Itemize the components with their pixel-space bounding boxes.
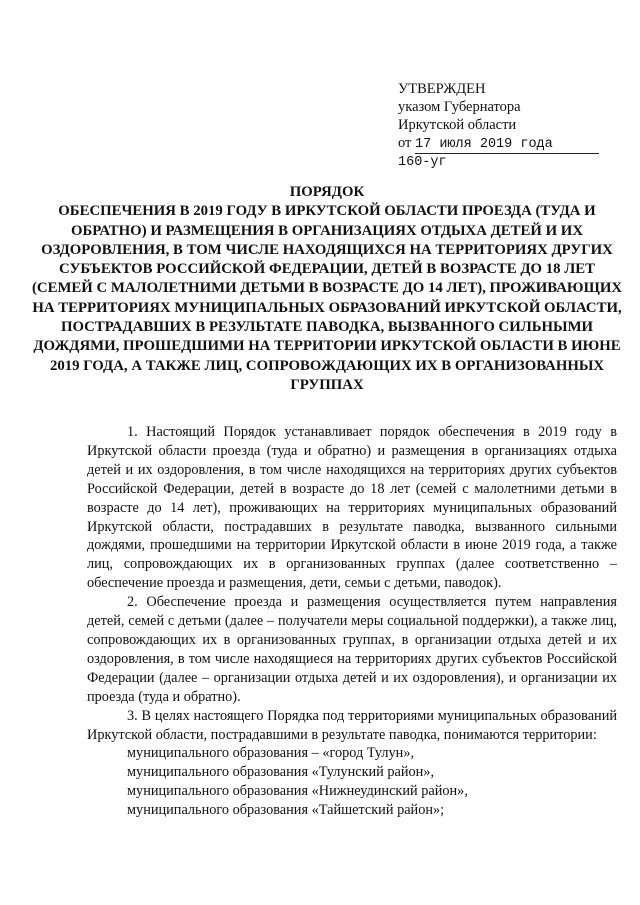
title-heading: ПОРЯДОК: [289, 184, 365, 200]
document-title: [30, 183, 624, 395]
approval-region: Иркутской области: [398, 117, 517, 133]
list-item: муниципального образования «Тулунский район»,: [127, 764, 435, 781]
title-text: ОБЕСПЕЧЕНИЯ В 2019 ГОДУ В ИРКУТСКОЙ ОБЛАСТИ ПРОЕЗДА (ТУДА И ОБРАТНО) И РАЗМЕЩЕНИЯ В ОРГАНИЗАЦИЯХ ОТДЫХА ДЕТЕЙ И ИХ ОЗДОРОВЛЕНИЯ, В ТОМ ЧИСЛЕ НАХОДЯЩИХСЯ НА ТЕРРИТОРИЯХ ДРУГИХ СУБЪЕКТОВ РОССИЙСКОЙ ФЕДЕРАЦИИ, ДЕТЕЙ В ВОЗРАСТЕ ДО 18 ЛЕТ (СЕМЕЙ С МАЛОЛЕТНИМИ ДЕТЬМИ В ВОЗРАСТЕ ДО 14 ЛЕТ), ПРОЖИВАЮЩИХ НА ТЕРРИТОРИЯХ МУНИЦИПАЛЬНЫХ ОБРАЗОВАНИЙ ИРКУТСКОЙ ОБЛАСТИ, ПОСТРАДАВШИХ В РЕЗУЛЬТАТЕ ПАВОДКА, ВЫЗВАННОГО СИЛЬНЫМИ ДОЖДЯМИ, ПРОШЕДШИМИ НА ТЕРРИТОРИИ ИРКУТСКОЙ ОБЛАСТИ В ИЮНЕ 2019 ГОДА, А ТАКЖЕ ЛИЦ, СОПРОВОЖДАЮЩИХ ИХ В ОРГАНИЗОВАННЫХ ГРУППАХ: [31, 203, 623, 393]
list-item: муниципального образования «Тайшетский район»;: [127, 802, 445, 819]
approval-stamp: [398, 80, 618, 172]
paragraph-2: 2. Обеспечение проезда и размещения осуществляется путем направления детей, семей с детьми (далее – получатели меры социальной поддержки), а также лиц, сопровождающих их в организованных группах, в организации отдыха детей и их оздоровления, в том числе находящиеся на территориях других субъектов Российской Федерации (далее – организации отдыха детей и их оздоровления), и организации их проезда (туда и обратно).: [87, 594, 617, 705]
paragraph-3: 3. В целях настоящего Порядка под территориями муниципальных образований Иркутской области, пострадавшими в результате паводка, понимаются территории:: [87, 707, 617, 743]
list-item: муниципального образования – «город Тулун»,: [127, 745, 415, 762]
paragraph-1: 1. Настоящий Порядок устанавливает порядок обеспечения в 2019 году в Иркутской области проезда (туда и обратно) и размещения в организациях отдыха детей и их оздоровления, в том числе находящихся на территориях других субъектов Российской Федерации, детей в возрасте до 18 лет (семей с малолетними детьми в возрасте до 14 лет), проживающих на территориях муниципальных образований Иркутской области, пострадавших в результате паводка, вызванного сильными дождями, прошедшими на территории Иркутской области в июне 2019 года, а также лиц, сопровождающих их в организованных группах (далее соответственно – обеспечение проезда и размещения, дети, семьи с детьми, паводок).: [87, 424, 617, 592]
approval-date-prefix: от: [398, 135, 412, 151]
list-item: муниципального образования «Нижнеудинский район»,: [127, 783, 468, 800]
document-body: [87, 423, 617, 820]
approval-date: 17 июля 2019 года: [415, 137, 599, 154]
approval-number: 160-уг: [398, 155, 447, 170]
approval-issuer: указом Губернатора: [398, 99, 521, 115]
approval-status: УТВЕРЖДЕН: [398, 81, 486, 97]
approval-date-line: [398, 134, 618, 154]
